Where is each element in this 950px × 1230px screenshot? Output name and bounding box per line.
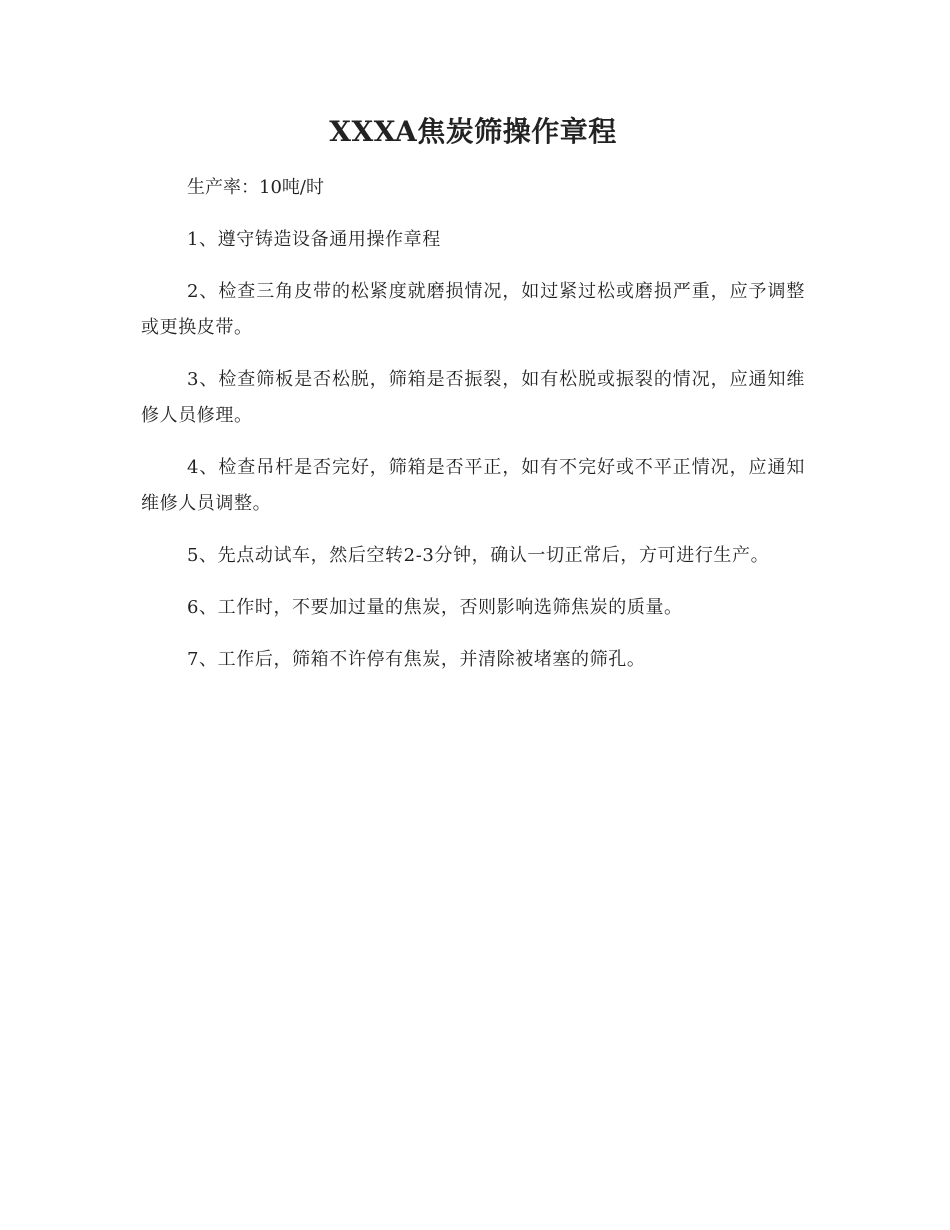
production-rate-line: 生产率：10吨/时 [187,177,324,198]
rule-paragraph-5: 5、先点动试车，然后空转2-3分钟，确认一切正常后，方可进行生产。 [187,545,770,566]
document-title: XXXA焦炭筛操作章程 [329,115,617,148]
document-page [141,108,805,678]
rule-paragraph-3: 3、检查筛板是否松脱，筛箱是否振裂，如有松脱或振裂的情况，应通知维修人员修理。 [141,369,805,426]
rule-paragraph-1: 1、遵守铸造设备通用操作章程 [187,229,441,250]
rule-paragraph-7: 7、工作后，筛箱不许停有焦炭，并清除被堵塞的筛孔。 [187,649,646,670]
rule-paragraph-6: 6、工作时，不要加过量的焦炭，否则影响选筛焦炭的质量。 [187,597,683,618]
rule-paragraph-4: 4、检查吊杆是否完好，筛箱是否平正，如有不完好或不平正情况，应通知维修人员调整。 [141,457,805,514]
rule-paragraph-2: 2、检查三角皮带的松紧度就磨损情况，如过紧过松或磨损严重，应予调整或更换皮带。 [141,281,805,338]
